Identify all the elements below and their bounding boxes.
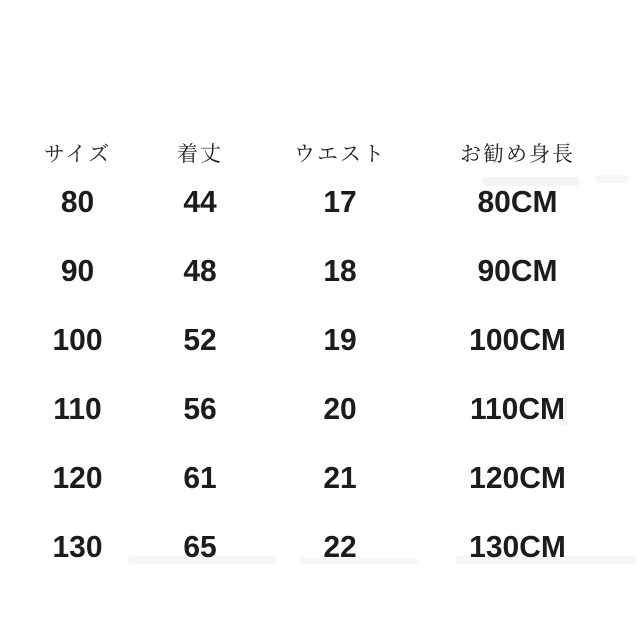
table-cell: 52 bbox=[183, 323, 217, 357]
table-cell: 120 bbox=[52, 461, 103, 495]
table-cell: 17 bbox=[323, 185, 357, 219]
table-cell: 130 bbox=[52, 530, 103, 564]
table-cell: 18 bbox=[323, 254, 357, 288]
table-cell: 90 bbox=[60, 254, 95, 288]
table-cell: 80CM bbox=[477, 185, 558, 219]
size-chart-table bbox=[20, 112, 620, 582]
column-header-recommended-height: お勧め身長 bbox=[460, 142, 575, 166]
table-cell: 110 bbox=[53, 392, 102, 426]
table-cell: 22 bbox=[323, 530, 357, 564]
table-cell: 100CM bbox=[469, 323, 566, 357]
table-cell: 56 bbox=[183, 392, 217, 426]
table-cell: 100 bbox=[52, 323, 103, 357]
column-header-size: サイズ bbox=[43, 142, 112, 166]
table-cell: 110CM bbox=[469, 392, 566, 426]
table-cell: 21 bbox=[323, 461, 357, 495]
table-cell: 20 bbox=[323, 392, 357, 426]
column-header-waist: ウエスト bbox=[294, 142, 386, 166]
column-header-length: 着丈 bbox=[177, 142, 223, 166]
table-cell: 61 bbox=[183, 461, 217, 495]
table-cell: 65 bbox=[183, 530, 217, 564]
table-cell: 44 bbox=[183, 185, 217, 219]
table-cell: 130CM bbox=[469, 530, 566, 564]
table-cell: 120CM bbox=[469, 461, 566, 495]
table-cell: 90CM bbox=[477, 254, 558, 288]
table-cell: 48 bbox=[183, 254, 217, 288]
table-cell: 19 bbox=[323, 323, 357, 357]
table-cell: 80 bbox=[60, 185, 95, 219]
